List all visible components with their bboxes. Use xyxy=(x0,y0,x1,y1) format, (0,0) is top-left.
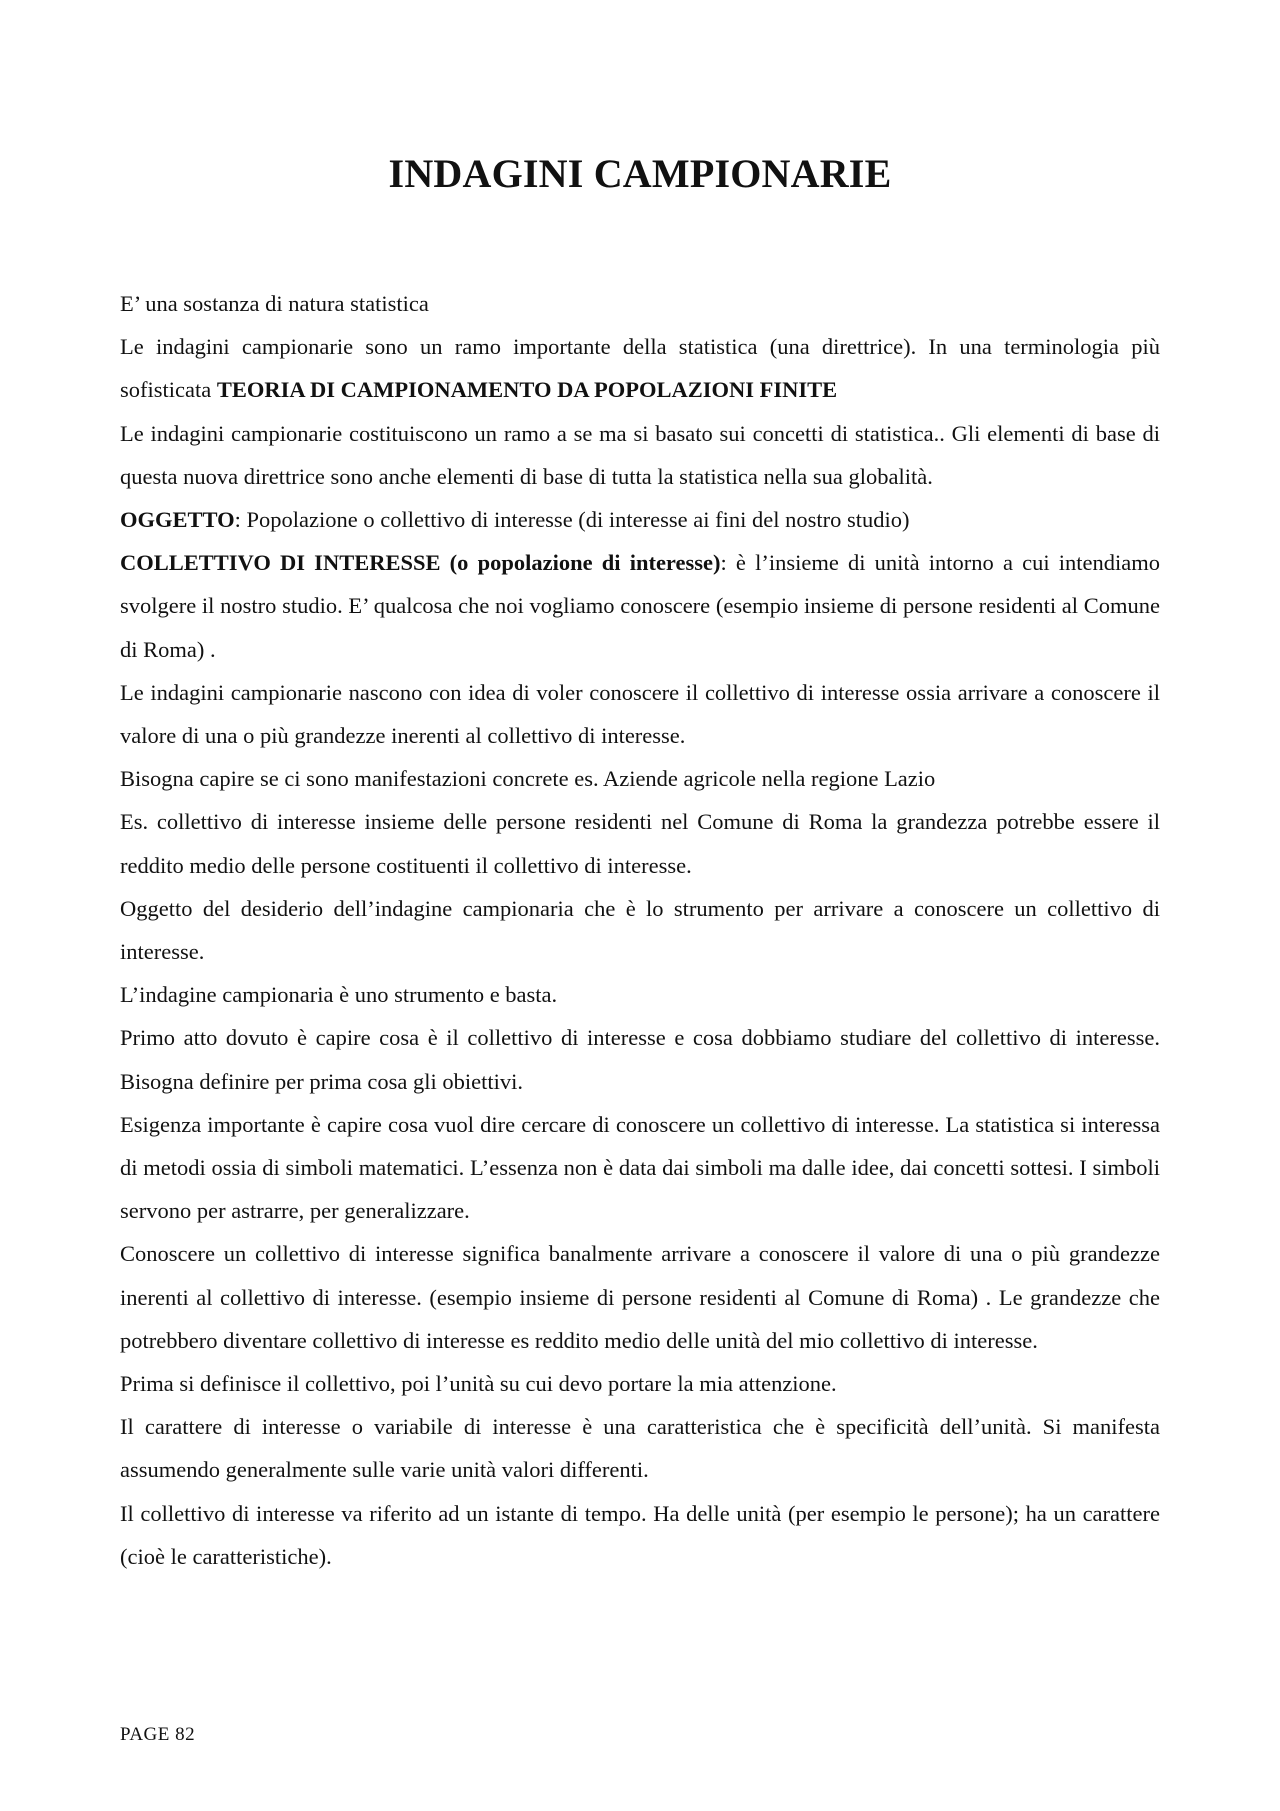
paragraph-text: Il collettivo di interesse va riferito ad un istante di tempo. Ha delle unità (per esempio le persone); ha un carattere (cioè le caratteristiche). xyxy=(120,1500,1160,1569)
paragraph-text: Bisogna capire se ci sono manifestazioni concrete es. Aziende agricole nella regione Lazio xyxy=(120,766,936,792)
paragraph-text: Oggetto del desiderio dell’indagine campionaria che è lo strumento per arrivare a conoscere un collettivo di interesse. xyxy=(120,895,1160,965)
paragraph xyxy=(120,412,1160,498)
paragraph-text: : è l’insieme di unità intorno a cui intendiamo svolgere il nostro studio. E’ qualcosa che noi vogliamo conoscere (esempio insieme di persone residenti al Comune di Roma) . xyxy=(120,550,1161,662)
paragraph-text: E’ una sostanza di natura statistica xyxy=(120,291,429,316)
page-title: INDAGINI CAMPIONARIE xyxy=(388,151,892,196)
body-text xyxy=(120,282,1160,1578)
paragraph xyxy=(120,541,1160,671)
paragraph-text: Prima si definisce il collettivo, poi l’unità su cui devo portare la mia attenzione. xyxy=(120,1371,837,1397)
page-number: PAGE 82 xyxy=(120,1724,196,1745)
bold-term: OGGETTO xyxy=(120,507,235,533)
paragraph xyxy=(120,1103,1160,1233)
paragraph xyxy=(120,325,1160,411)
paragraph-text: Primo atto dovuto è capire cosa è il collettivo di interesse e cosa dobbiamo studiare del collettivo di interesse. Bisogna definire per prima cosa gli obiettivi. xyxy=(120,1025,1160,1094)
paragraph xyxy=(120,1405,1160,1491)
paragraph xyxy=(120,671,1160,757)
paragraph-text: Es. collettivo di interesse insieme delle persone residenti nel Comune di Roma la grandezza potrebbe essere il reddito medio delle persone costituenti il collettivo di interesse. xyxy=(120,809,1160,878)
paragraph xyxy=(120,1362,1160,1405)
paragraph xyxy=(120,800,1160,886)
paragraph-text: Le indagini campionarie costituiscono un ramo a se ma si basato sui concetti di statistica.. Gli elementi di base di questa nuova direttrice sono anche elementi di base di tutta la statistica nella sua globalità. xyxy=(120,420,1160,489)
paragraph xyxy=(120,887,1160,973)
paragraph xyxy=(120,1232,1160,1362)
paragraph-text: Le indagini campionarie sono un ramo importante della statistica (una direttrice). In una terminologia più sofisticata xyxy=(120,334,1160,403)
paragraph xyxy=(120,282,1160,325)
bold-term: COLLETTIVO DI INTERESSE (o popolazione di interesse) xyxy=(120,550,721,576)
paragraph xyxy=(120,1016,1160,1102)
paragraph xyxy=(120,1492,1160,1578)
paragraph xyxy=(120,973,1160,1016)
paragraph xyxy=(120,498,1160,541)
paragraph-text: L’indagine campionaria è uno strumento e basta. xyxy=(120,982,558,1008)
bold-term: TEORIA DI CAMPIONAMENTO DA POPOLAZIONI FINITE xyxy=(216,377,838,403)
paragraph-text: Le indagini campionarie nascono con idea di voler conoscere il collettivo di interesse ossia arrivare a conoscere il valore di una o più grandezze inerenti al collettivo di interesse. xyxy=(120,679,1160,749)
paragraph xyxy=(120,757,1160,800)
paragraph-text: Conoscere un collettivo di interesse significa banalmente arrivare a conoscere il valore di una o più grandezze inerenti al collettivo di interesse. (esempio insieme di persone residenti al Comune di Roma) . Le grandezze che potrebbero diventare collettivo di interesse es reddito medio delle unità del mio collettivo di interesse. xyxy=(120,1241,1160,1353)
paragraph-text: Il carattere di interesse o variabile di interesse è una caratteristica che è specificità dell’unità. Si manifesta assumendo generalmente sulle varie unità valori differenti. xyxy=(120,1414,1160,1483)
paragraph-text: Esigenza importante è capire cosa vuol dire cercare di conoscere un collettivo di interesse. La statistica si interessa di metodi ossia di simboli matematici. L’essenza non è data dai simboli ma dalle idee, dai concetti sottesi. I simboli servono per astrarre, per generalizzare. xyxy=(120,1111,1160,1224)
paragraph-text: : Popolazione o collettivo di interesse (di interesse ai fini del nostro studio) xyxy=(234,507,910,533)
